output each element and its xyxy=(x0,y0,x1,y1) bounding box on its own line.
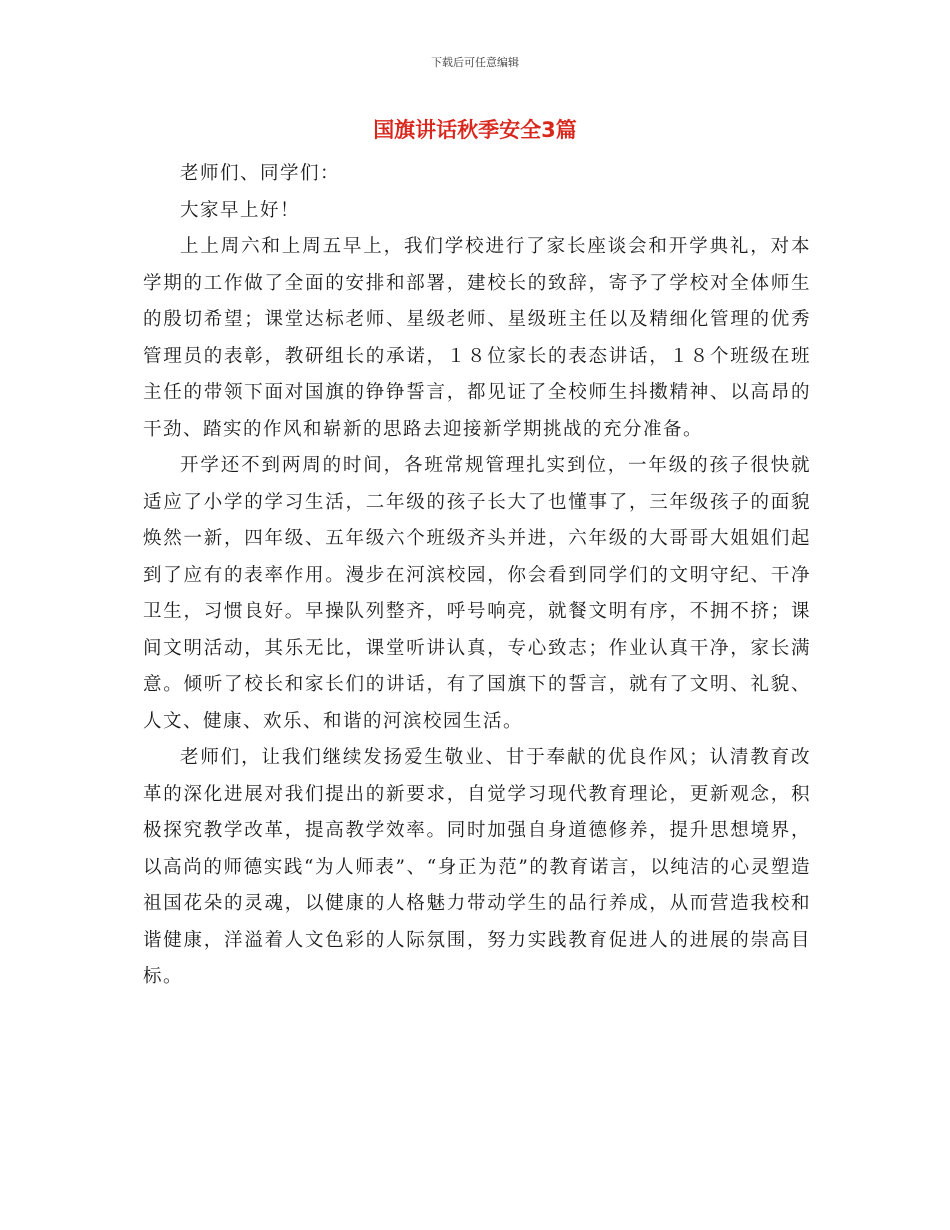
paragraph: 上上周六和上周五早上，我们学校进行了家长座谈会和开学典礼，对本学期的工作做了全面的安排和部署，建校长的致辞，寄予了学校对全体师生的殷切希望；课堂达标老师、星级老师、星级班主任以及精细化管理的优秀管理员的表彰，教研组长的承诺，１８位家长的表态讲话，１８个班级在班主任的带领下面对国旗的铮铮誓言，都见证了全校师生抖擞精神、以高昂的干劲、踏实的作风和崭新的思路去迎接新学期挑战的充分准备。 xyxy=(143,236,811,440)
paragraph: 老师们，让我们继续发扬爱生敬业、甘于奉献的优良作风；认清教育改革的深化进展对我们提出的新要求，自觉学习现代教育理论，更新观念，积极探究教学改革，提高教学效率。同时加强自身道德修养，提升思想境界，以高尚的师德实践“为人师表”、“身正为范”的教育诺言，以纯洁的心灵塑造祖国花朵的灵魂，以健康的人格魅力带动学生的品行养成，从而营造我校和谐健康，洋溢着人文色彩的人际氛围，努力实践教育促进人的进展的崇高目标。 xyxy=(143,747,811,987)
salutation: 老师们、同学们： xyxy=(180,163,341,184)
greeting: 大家早上好！ xyxy=(180,199,301,221)
document-body xyxy=(143,156,811,996)
page-header-note: 下载后可任意编辑 xyxy=(431,56,519,69)
document-title: 国旗讲话秋季安全3篇 xyxy=(373,118,577,142)
paragraph: 开学还不到两周的时间，各班常规管理扎实到位，一年级的孩子很快就适应了小学的学习生活，二年级的孩子长大了也懂事了，三年级孩子的面貌焕然一新，四年级、五年级六个班级齐头并进，六年级的大哥哥大姐姐们起到了应有的表率作用。漫步在河滨校园，你会看到同学们的文明守纪、干净卫生，习惯良好。早操队列整齐，呼号响亮，就餐文明有序，不拥不挤；课间文明活动，其乐无比，课堂听讲认真，专心致志；作业认真干净，家长满意。倾听了校长和家长们的讲话，有了国旗下的誓言，就有了文明、礼貌、人文、健康、欢乐、和谐的河滨校园生活。 xyxy=(143,455,811,732)
